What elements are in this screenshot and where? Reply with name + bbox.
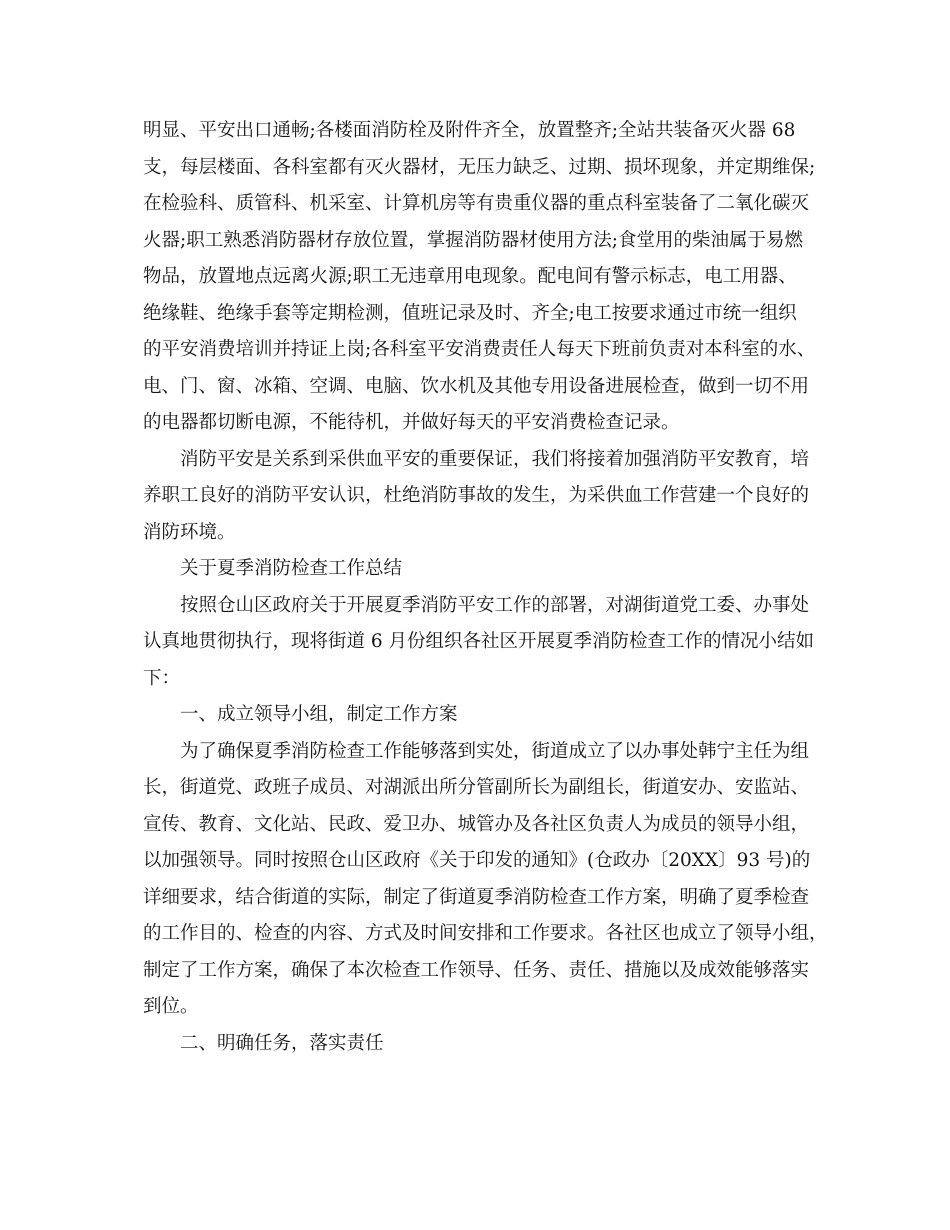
- text-line: 绝缘鞋、绝缘手套等定期检测，值班记录及时、齐全;电工按要求通过市统一组织: [143, 302, 797, 324]
- text-line: 火器;职工熟悉消防器材存放位置，掌握消防器材使用方法;食堂用的柴油属于易燃: [143, 229, 803, 251]
- text-line: 在检验科、质管科、机采室、计算机房等有贵重仪器的重点科室装备了二氧化碳灭: [143, 193, 810, 214]
- section-title: 关于夏季消防检查工作总结: [180, 558, 403, 579]
- text-line: 电、门、窗、冰箱、空调、电脑、饮水机及其他专用设备进展检查，做到一切不用: [143, 375, 810, 397]
- text-line: 详细要求，结合街道的实际，制定了街道夏季消防检查工作方案，明确了夏季检查: [143, 886, 810, 908]
- text-line: 物品，放置地点远离火源;职工无违章用电现象。配电间有警示标志，电工用器、: [143, 266, 797, 287]
- text-line: 支，每层楼面、各科室都有灭火器材，无压力缺乏、过期、损坏现象，并定期维保;: [143, 156, 816, 178]
- text-line: 的电器都切断电源，不能待机，并做好每天的平安消费检查记录。: [143, 412, 680, 433]
- text-line: 以加强领导。同时按照仓山区政府《关于印发的通知》(仓政办〔20XX〕93 号)的: [143, 850, 811, 871]
- document-body: [143, 113, 833, 1062]
- text-line: 的工作目的、检查的内容、方式及时间安排和工作要求。各社区也成立了领导小组，: [143, 923, 828, 944]
- paragraph-first-line: 按照仓山区政府关于开展夏季消防平安工作的部署，对湖街道党工委、办事处: [180, 594, 810, 616]
- text-line: 的平安消费培训并持证上岗;各科室平安消费责任人每天下班前负责对本科室的水、: [143, 339, 816, 360]
- text-line: 到位。: [143, 996, 199, 1017]
- text-line: 制定了工作方案，确保了本次检查工作领导、任务、责任、措施以及成效能够落实: [143, 959, 810, 981]
- section-heading: 一、成立领导小组，制定工作方案: [180, 704, 458, 725]
- text-line: 下：: [143, 667, 181, 689]
- text-line: 明显、平安出口通畅;各楼面消防栓及附件齐全，放置整齐;全站共装备灭火器 68: [143, 120, 796, 141]
- section-heading: 二、明确任务，落实责任: [180, 1032, 384, 1054]
- paragraph-first-line: 消防平安是关系到采供血平安的重要保证，我们将接着加强消防平安教育，培: [180, 448, 810, 470]
- text-line: 长，街道党、政班子成员、对湖派出所分管副所长为副组长，街道安办、安监站、: [143, 777, 810, 798]
- text-line: 养职工良好的消防平安认识，杜绝消防事故的发生，为采供血工作营建一个良好的: [143, 485, 810, 506]
- paragraph-first-line: 为了确保夏季消防检查工作能够落到实处，街道成立了以办事处韩宁主任为组: [180, 740, 810, 762]
- text-line: 宣传、教育、文化站、民政、爱卫办、城管办及各社区负责人为成员的领导小组，: [143, 813, 810, 835]
- text-line: 认真地贯彻执行，现将街道 6 月份组织各社区开展夏季消防检查工作的情况小结如: [143, 631, 815, 652]
- text-line: 消防环境。: [143, 521, 236, 543]
